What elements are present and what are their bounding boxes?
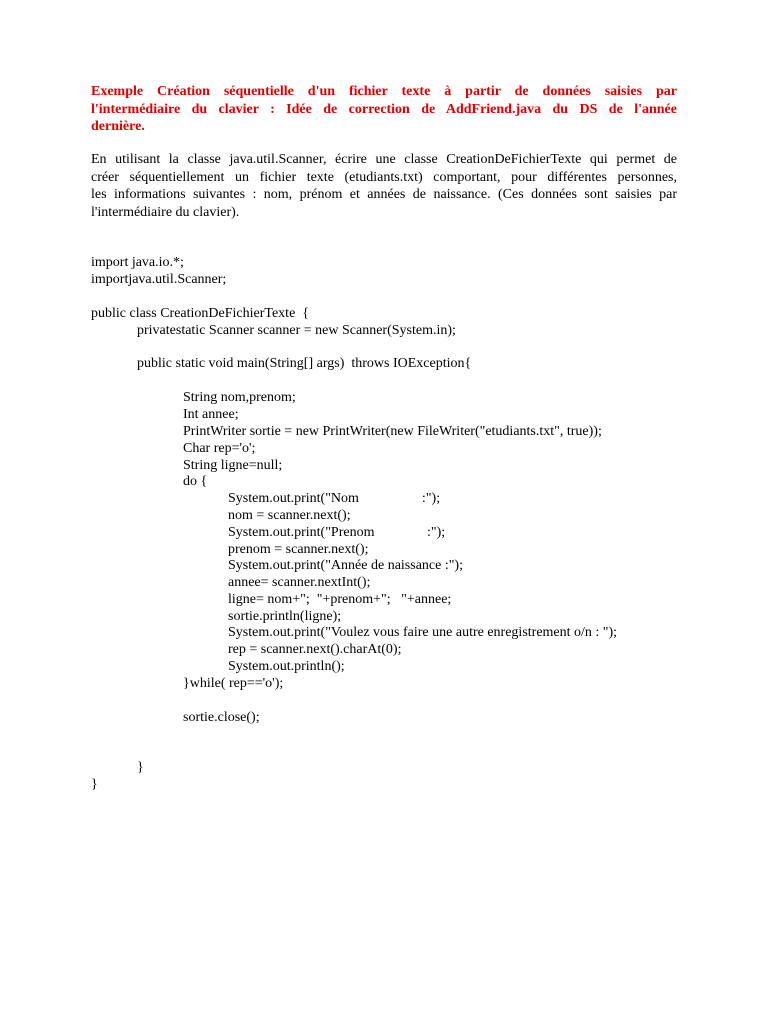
code-line: System.out.println(); <box>228 659 345 674</box>
code-line: System.out.print("Prenom :"); <box>228 525 446 540</box>
intro-line: l'intermédiaire du clavier). <box>91 204 240 220</box>
code-line: String ligne=null; <box>183 458 283 473</box>
code-line: System.out.print("Voulez vous faire une autre enregistrement o/n : "); <box>228 625 618 640</box>
code-line: rep = scanner.next().charAt(0); <box>228 642 402 657</box>
title-line: l'intermédiaire du clavier : Idée de correction de AddFriend.java du DS de l'année <box>91 101 677 117</box>
code-import-io: import java.io.*; <box>91 255 184 270</box>
title-line: dernière. <box>91 119 145 134</box>
code-scanner-field: privatestatic Scanner scanner = new Scanner(System.in); <box>137 323 456 338</box>
code-while-close: }while( rep=='o'); <box>183 676 284 691</box>
code-main-method: public static void main(String[] args) throws IOException{ <box>137 356 472 371</box>
code-line: nom = scanner.next(); <box>228 508 351 523</box>
code-import-scanner: importjava.util.Scanner; <box>91 272 227 287</box>
code-line: System.out.print("Année de naissance :"); <box>228 558 463 573</box>
code-line: annee= scanner.nextInt(); <box>228 575 371 590</box>
code-method-close-brace: } <box>137 760 144 775</box>
intro-line: créer séquentiellement un fichier texte (etudiants.txt) comportant, pour différentes personnes, <box>91 169 677 185</box>
code-class-close-brace: } <box>91 777 98 792</box>
code-class-declaration: public class CreationDeFichierTexte { <box>91 306 310 321</box>
title-line: Exemple Création séquentielle d'un fichier texte à partir de données saisies par <box>91 84 677 99</box>
code-line: sortie.close(); <box>183 710 260 725</box>
document-title <box>91 83 677 136</box>
code-line: PrintWriter sortie = new PrintWriter(new FileWriter("etudiants.txt", true)); <box>183 424 602 439</box>
code-line: System.out.print("Nom :"); <box>228 491 441 506</box>
code-line: Char rep='o'; <box>183 441 256 456</box>
intro-line: les informations suivantes : nom, prénom et années de naissance. (Ces données sont saisies par <box>91 187 677 202</box>
code-line: Int annee; <box>183 407 239 422</box>
code-line: String nom,prenom; <box>183 390 296 405</box>
intro-paragraph <box>91 151 677 221</box>
code-do-open: do { <box>183 474 208 489</box>
code-line: ligne= nom+"; "+prenom+"; "+annee; <box>228 592 452 607</box>
code-line: sortie.println(ligne); <box>228 609 342 624</box>
intro-line: En utilisant la classe java.util.Scanner, écrire une classe CreationDeFichierTexte qui permet de <box>91 152 677 167</box>
code-line: prenom = scanner.next(); <box>228 542 369 557</box>
